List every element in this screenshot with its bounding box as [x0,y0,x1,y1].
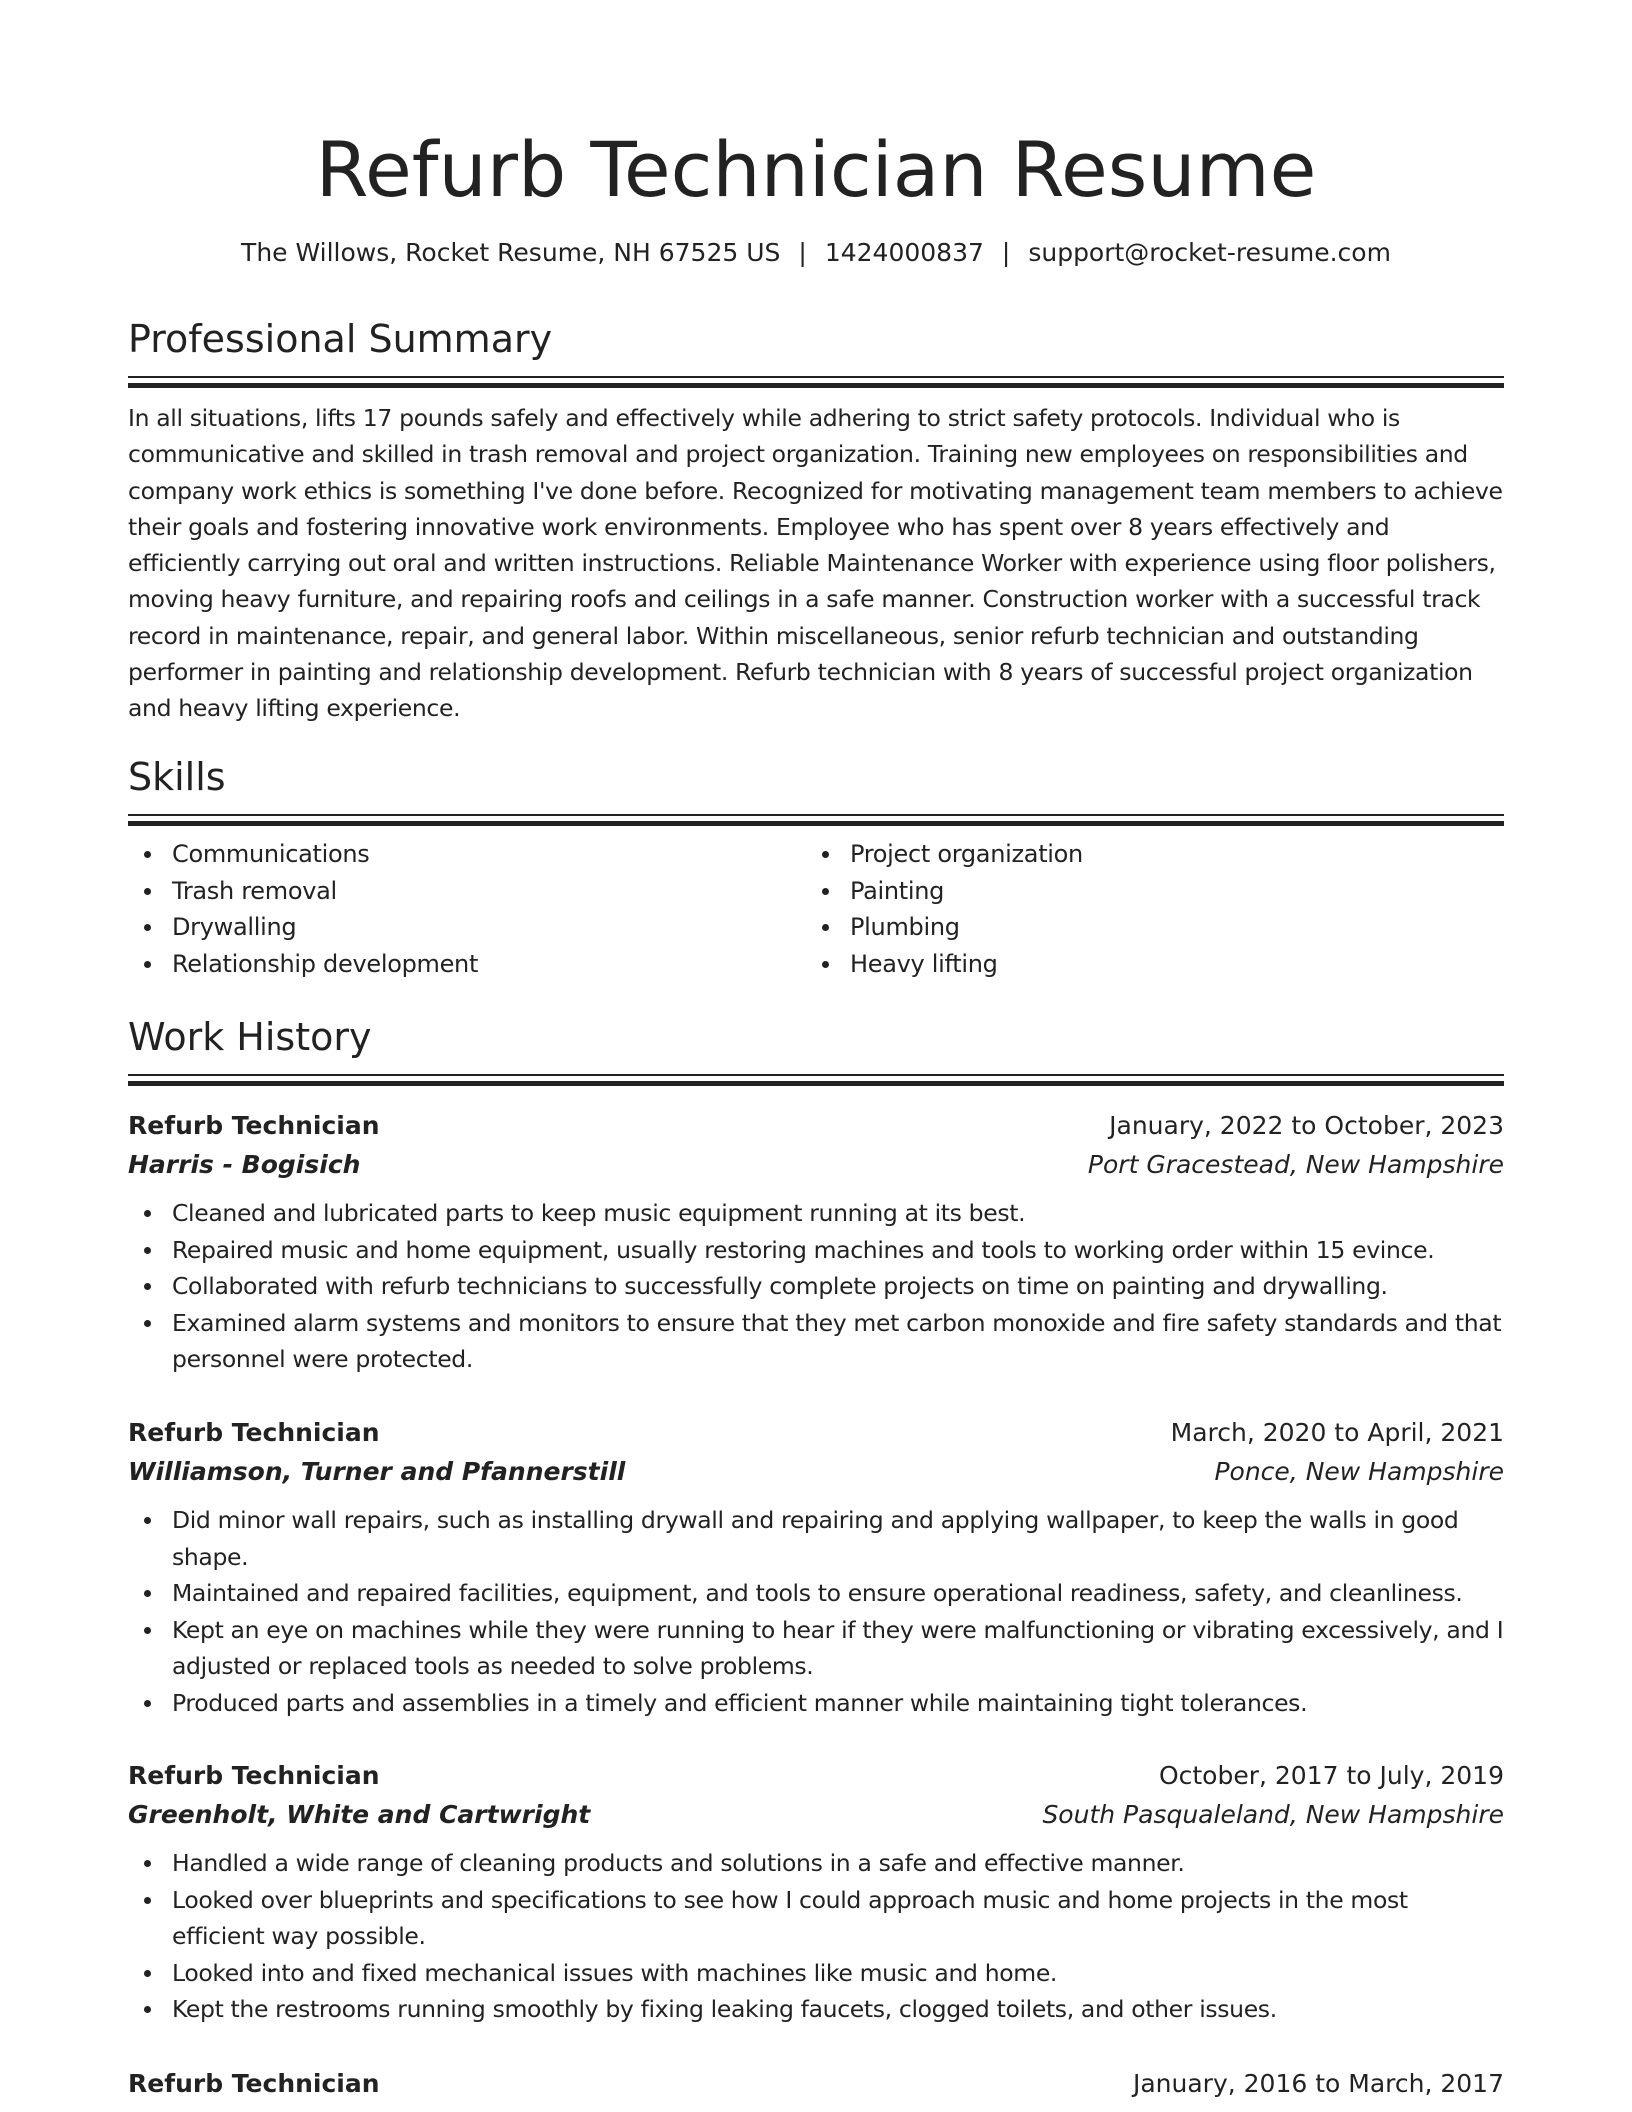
job-bullet: Maintained and repaired facilities, equipment, and tools to ensure operational readiness, safety, and cleanliness. [128,1575,1504,1612]
summary-section [128,314,1504,727]
job-header [128,2065,1504,2103]
job-entry [128,1757,1504,2028]
work-section [128,1012,1504,1086]
contact-separator: | [1001,238,1011,267]
job-subheader [128,1795,1504,1835]
skill-item: Drywalling [128,909,806,946]
contact-separator: | [798,238,807,267]
job-bullets [128,1502,1504,1721]
resume-page [128,0,1504,2098]
job-bullets [128,1845,1504,2028]
job-company: Williamson, Turner and Pfannerstill [128,1457,626,1486]
job-subheader [128,1452,1504,1492]
job-bullet: Collaborated with refurb technicians to successfully complete projects on time on painting and drywalling. [128,1268,1504,1305]
contact-line [128,236,1504,270]
job-bullet: Produced parts and assemblies in a timely and efficient manner while maintaining tight tolerances. [128,1685,1504,1722]
skill-item: Trash removal [128,873,806,910]
section-divider [128,1074,1504,1086]
job-entry [128,2065,1504,2103]
skill-item: Heavy lifting [806,946,1504,983]
job-bullet: Kept an eye on machines while they were running to hear if they were malfunctioning or vibrating excessively, and I adjusted or replaced tools as needed to solve problems. [128,1612,1504,1685]
job-dates: January, 2016 to March, 2017 [1132,2069,1504,2098]
job-bullet: Handled a wide range of cleaning products and solutions in a safe and effective manner. [128,1845,1504,1882]
job-bullet: Looked over blueprints and specifications to see how I could approach music and home projects in the most efficient way possible. [128,1882,1504,1955]
summary-heading: Professional Summary [128,317,553,361]
resume-title: Refurb Technician Resume [315,125,1317,214]
section-divider [128,814,1504,826]
job-dates: January, 2022 to October, 2023 [1109,1111,1504,1140]
job-bullet: Did minor wall repairs, such as installing drywall and repairing and applying wallpaper, to keep the walls in good shape. [128,1502,1504,1575]
job-title: Refurb Technician [128,1111,380,1140]
skill-item: Painting [806,873,1504,910]
job-bullet: Examined alarm systems and monitors to ensure that they met carbon monoxide and fire safety standards and that personnel were protected. [128,1305,1504,1378]
job-location: Port Gracestead, New Hampshire [1087,1150,1504,1179]
job-location: South Pasqualeland, New Hampshire [1042,1800,1504,1829]
job-bullet: Cleaned and lubricated parts to keep music equipment running at its best. [128,1195,1504,1232]
work-heading: Work History [128,1015,372,1059]
job-bullet: Looked into and fixed mechanical issues with machines like music and home. [128,1955,1504,1992]
job-entry [128,1107,1504,1378]
contact-address: The Willows, Rocket Resume, NH 67525 US [241,238,781,267]
job-title: Refurb Technician [128,2069,380,2098]
skill-item: Communications [128,836,806,873]
skills-column-right [806,836,1504,982]
section-divider [128,376,1504,388]
job-dates: October, 2017 to July, 2019 [1158,1761,1504,1790]
skills-heading: Skills [128,755,226,799]
job-entry [128,1414,1504,1721]
skills-grid [128,836,1504,982]
job-bullet: Kept the restrooms running smoothly by fixing leaking faucets, clogged toilets, and other issues. [128,1991,1504,2028]
skill-item: Plumbing [806,909,1504,946]
job-dates: March, 2020 to April, 2021 [1170,1418,1504,1447]
skill-item: Project organization [806,836,1504,873]
skills-section [128,752,1504,982]
summary-text: In all situations, lifts 17 pounds safely and effectively while adhering to strict safety protocols. Individual who is communicative and skilled in trash removal and project organization. Training new employees on responsibilities and company work ethics is something I've done before. Recognized for motivating management team members to achieve their goals and fostering innovative work environments. Employee who has spent over 8 years effectively and efficiently carrying out oral and written instructions. Reliable Maintenance Worker with experience using floor polishers, moving heavy furniture, and repairing roofs and ceilings in a safe manner. Construction worker with a successful track record in maintenance, repair, and general labor. Within miscellaneous, senior refurb technician and outstanding performer in painting and relationship development. Refurb technician with 8 years of successful project organization and heavy lifting experience. [128,404,1503,723]
skill-item: Relationship development [128,946,806,983]
contact-phone: 1424000837 [824,238,984,267]
job-company: Greenholt, White and Cartwright [128,1800,591,1829]
job-bullets [128,1195,1504,1378]
job-title: Refurb Technician [128,1418,380,1447]
job-subheader [128,1145,1504,1185]
job-location: Ponce, New Hampshire [1214,1457,1504,1486]
job-header [128,1414,1504,1452]
job-header [128,1107,1504,1145]
job-title: Refurb Technician [128,1761,380,1790]
job-bullet: Repaired music and home equipment, usually restoring machines and tools to working order within 15 evince. [128,1232,1504,1269]
contact-email[interactable]: support@rocket-resume.com [1028,238,1391,267]
job-company: Harris - Bogisich [128,1150,361,1179]
skills-column-left [128,836,806,982]
job-header [128,1757,1504,1795]
